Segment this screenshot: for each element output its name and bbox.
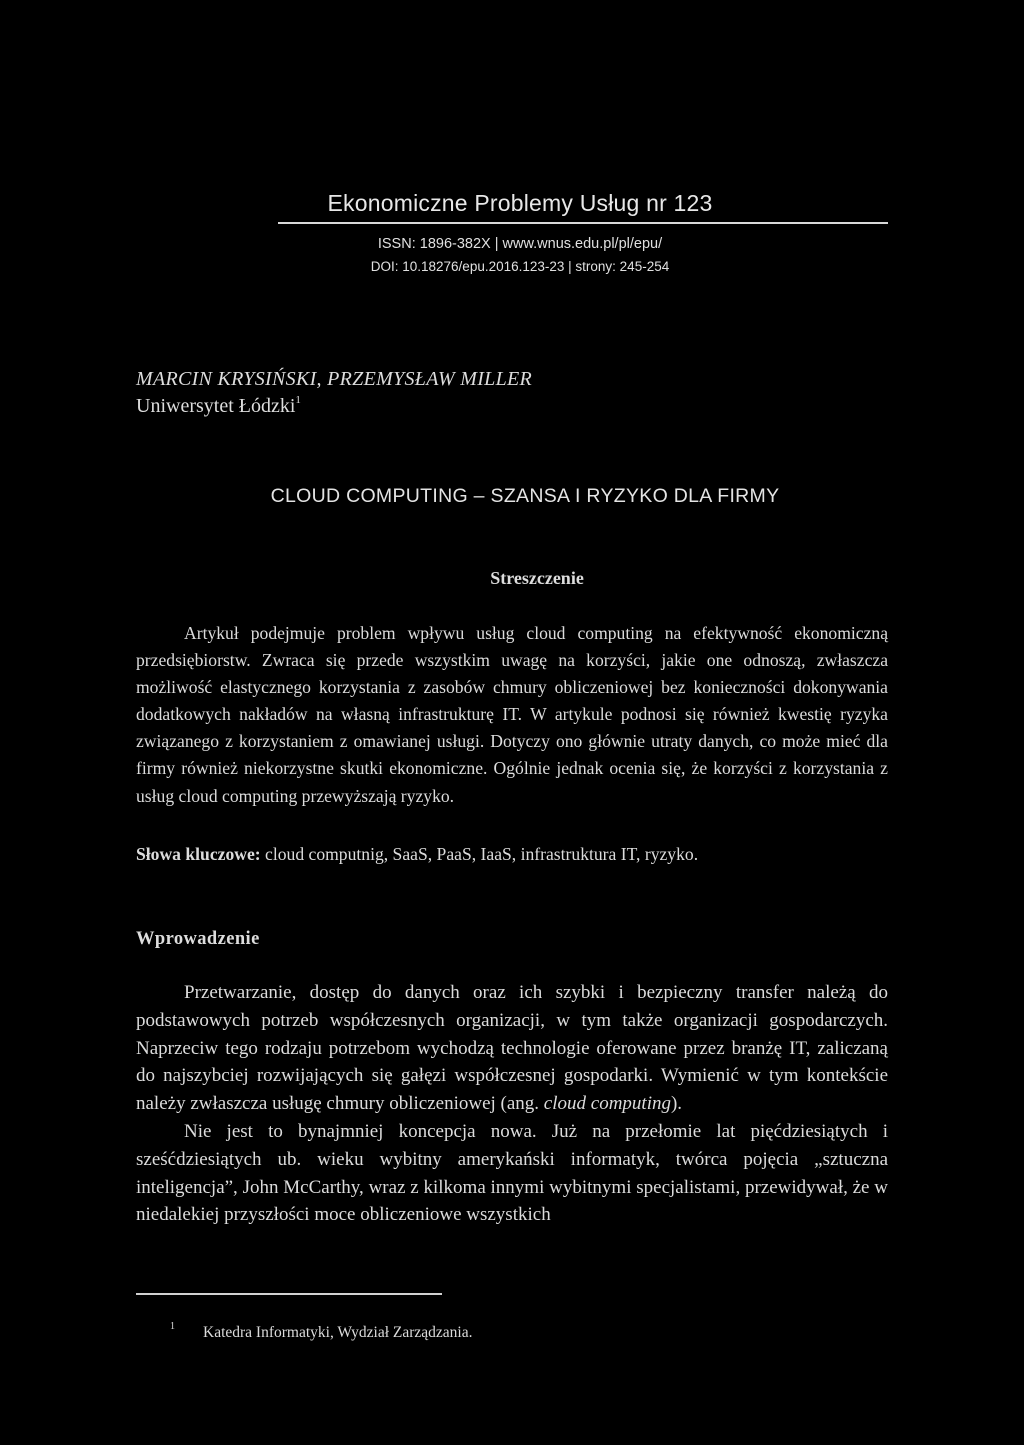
affiliation-footnote-mark: 1 [295,394,301,406]
header-rule [278,222,888,224]
journal-title: Ekonomiczne Problemy Usług nr 123 [327,190,713,216]
footnote [170,1321,472,1342]
abstract-heading: Streszczenie [490,568,584,588]
footnote-rule [136,1293,442,1295]
intro-paragraph-1 [136,979,888,1118]
footnote-text: Katedra Informatyki, Wydział Zarządzania. [203,1324,473,1341]
footnote-mark: 1 [170,1321,175,1332]
intro-p1-text: Przetwarzanie, dostęp do danych oraz ich szybki i bezpieczny transfer należą do podstawowych potrzeb współczesnych organizacji, w tym także organizacji gospodarczych. Naprzeciw tego rodzaju potrzebom wychodzą technologie oferowane przez branżę IT, zaliczaną do najszybciej rozwijających się gałęzi współczesnej gospodarki. Wymienić w tym kontekście należy zwłaszcza usługę chmury obliczeniowej (ang. [136,982,888,1115]
affiliation-text: Uniwersytet Łódzki [136,395,296,417]
intro-body [136,979,888,1229]
keywords-list: cloud computnig, SaaS, PaaS, IaaS, infrastruktura IT, ryzyko. [260,844,699,864]
affiliation [136,394,301,418]
keywords-label: Słowa kluczowe: [136,844,261,864]
section-heading-intro: Wprowadzenie [136,929,260,949]
intro-paragraph-2: Nie jest to bynajmniej koncepcja nowa. Już na przełomie lat pięćdziesiątych i sześćdziesiątych ub. wieku wybitny amerykański informatyk, twórca pojęcia „sztuczna inteligencja”, John McCarthy, wraz z kilkoma innymi wybitnymi specjalistami, przewidywał, że w niedalekiej przyszłości moce obliczeniowe wszystkich [136,1120,888,1226]
intro-p1-italic: cloud computing [543,1093,671,1115]
article-title: CLOUD COMPUTING – SZANSA I RYZYKO DLA FIRMY [270,485,780,507]
issn-line: ISSN: 1896-382X | www.wnus.edu.pl/pl/epu/ [377,236,663,252]
authors: MARCIN KRYSIŃSKI, PRZEMYSŁAW MILLER [136,368,533,390]
keywords [136,844,888,865]
doi-line: DOI: 10.18276/epu.2016.123-23 | strony: 245-254 [370,259,670,274]
intro-p1-end: ). [670,1093,683,1115]
abstract-text: Artykuł podejmuje problem wpływu usług cloud computing na efektywność ekonomiczną przedsiębiorstw. Zwraca się przede wszystkim uwagę na korzyści, jakie one odnoszą, zwłaszcza możliwość elastycznego korzystania z zasobów chmury obliczeniowej bez konieczności dokonywania dodatkowych nakładów na własną infrastrukturę IT. W artykule podnosi się również kwestię ryzyka związanego z korzystaniem z omawianej usługi. Dotyczy ono głównie utraty danych, co może mieć dla firmy również niekorzystne skutki ekonomiczne. Ogólnie jednak ocenia się, że korzyści z korzystania z usług cloud computing przewyższają ryzyko. [136,623,888,806]
